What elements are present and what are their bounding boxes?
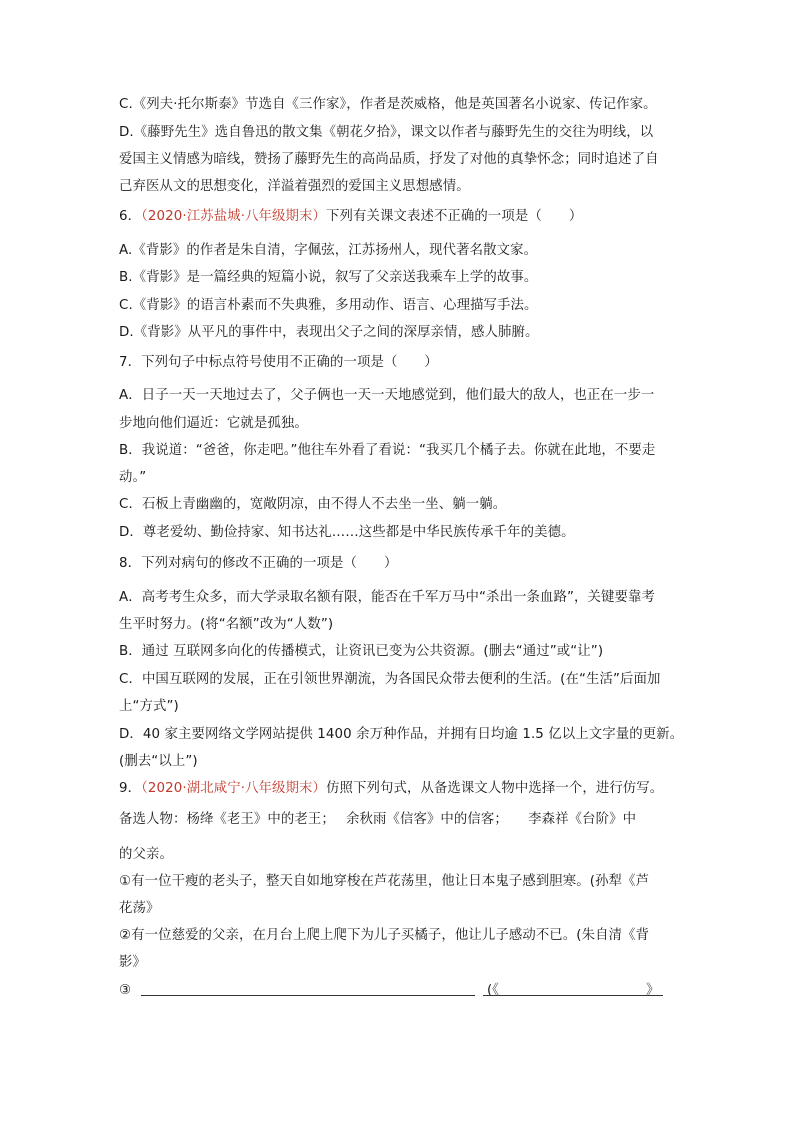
question-7-stem: 7．下列句子中标点符号使用不正确的一项是（ ） bbox=[119, 355, 438, 370]
q9-example-2: ②有一位慈爱的父亲，在月台上爬上爬下为儿子买橘子，他让儿子感动不已。(朱自清《背 bbox=[119, 928, 650, 943]
q6-option-b: B.《背影》是一篇经典的短篇小说，叙写了父亲送我乘车上学的故事。 bbox=[119, 270, 538, 285]
question-number: 6． bbox=[119, 209, 142, 224]
q7-option-b-line2: 动。” bbox=[119, 470, 147, 485]
question-9-stem bbox=[119, 780, 663, 798]
option-c-prev: C.《列夫·托尔斯泰》节选自《三作家》，作者是茨威格，他是英国著名小说家、传记作家。 bbox=[119, 97, 657, 112]
q9-example-1-line2: 花荡》 bbox=[119, 901, 160, 916]
question-number: 9． bbox=[119, 781, 142, 796]
q8-option-a: A．高考考生众多，而大学录取名额有限，能否在千军万马中“杀出一条血路”，关键要靠考 bbox=[119, 590, 655, 605]
q7-option-a: A．日子一天一天地过去了，父子俩也一天一天地感觉到，他们最大的敌人，也正在一步一 bbox=[119, 388, 655, 403]
q9-candidates: 备选人物：杨绛《老王》中的老王； 余秋雨《信客》中的信客； 李森祥《台阶》中 bbox=[119, 812, 637, 827]
option-d-prev: D.《藤野先生》选自鲁迅的散文集《朝花夕拾》，课文以作者与藤野先生的交往为明线，以 bbox=[119, 125, 654, 140]
question-source: （2020·江苏盐城·八年级期末） bbox=[141, 209, 327, 224]
question-source: （2020·湖北咸宁·八年级期末） bbox=[141, 781, 327, 796]
q7-option-d: D．尊老爱幼、勤俭持家、知书达礼……这些都是中华民族传承千年的美德。 bbox=[119, 525, 575, 540]
q8-option-c-line2: 上“方式”) bbox=[119, 699, 179, 714]
q6-option-a: A.《背影》的作者是朱自清，字佩弦，江苏扬州人，现代著名散文家。 bbox=[119, 243, 538, 258]
q8-option-c: C．中国互联网的发展，正在引领世界潮流，为各国民众带去便利的生活。(在“生活”后面加 bbox=[119, 672, 661, 687]
q8-option-d-line2: (删去“以上”) bbox=[119, 754, 198, 769]
q8-option-b: B．通过 互联网多向化的传播模式，让资讯已变为公共资源。(删去“通过”或“让”) bbox=[119, 644, 604, 659]
option-d-prev-line2: 爱国主义情感为暗线，赞扬了藤野先生的高尚品质，抒发了对他的真挚怀念；同时追述了自 bbox=[119, 152, 659, 167]
q7-option-b: B．我说道：“爸爸，你走吧。”他往车外看了看说：“我买几个橘子去。你就在此地，不要走 bbox=[119, 443, 656, 458]
q6-option-c: C.《背影》的语言朴素而不失典雅，多用动作、语言、心理描写手法。 bbox=[119, 298, 538, 313]
answer-title-blank[interactable] bbox=[483, 995, 663, 996]
q6-option-d: D.《背影》从平凡的事件中，表现出父子之间的深厚亲情，感人肺腑。 bbox=[119, 325, 539, 340]
question-6-stem bbox=[119, 208, 582, 226]
question-8-stem: 8．下列对病句的修改不正确的一项是（ ） bbox=[119, 556, 398, 571]
q8-option-a-line2: 生平时努力。(将“名额”改为“人数”) bbox=[119, 617, 334, 632]
answer-open-bracket: (《 bbox=[487, 983, 499, 998]
q7-option-c: C．石板上青幽幽的，宽敞阴凉，由不得人不去坐一坐、躺一躺。 bbox=[119, 497, 507, 512]
q9-example-2-line2: 影》 bbox=[119, 955, 146, 970]
q7-option-a-line2: 步地向他们逼近：它就是孤独。 bbox=[119, 416, 308, 431]
question-text: 仿照下列句式，从备选课文人物中选择一个，进行仿写。 bbox=[326, 781, 664, 796]
option-d-prev-line3: 己弃医从文的思想变化，洋溢着强烈的爱国主义思想感情。 bbox=[119, 179, 470, 194]
q8-option-d: D．40 家主要网络文学网站提供 1400 余万种作品，并拥有日均逾 1.5 亿以上文字量的更新。 bbox=[119, 727, 684, 742]
q9-candidates-cont: 的父亲。 bbox=[119, 847, 173, 862]
answer-blank[interactable] bbox=[141, 995, 475, 996]
answer-close-bracket: 》 bbox=[646, 983, 660, 998]
question-text: 下列有关课文表述不正确的一项是（ ） bbox=[326, 209, 583, 224]
answer-mark: ③ bbox=[119, 983, 132, 998]
q9-example-1: ①有一位干瘦的老头子，整天自如地穿梭在芦花荡里，他让日本鬼子感到胆寒。(孙犁《芦 bbox=[119, 874, 650, 889]
